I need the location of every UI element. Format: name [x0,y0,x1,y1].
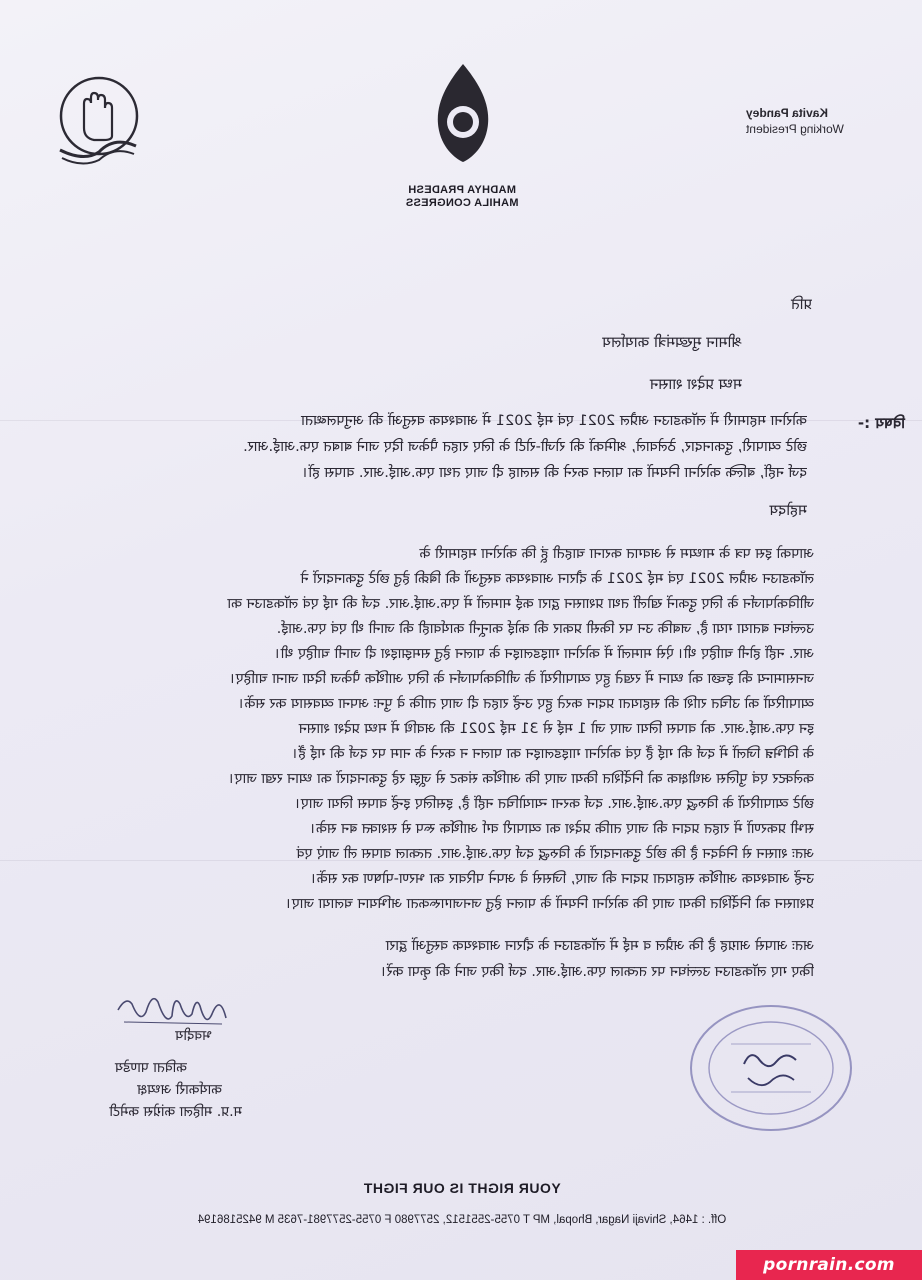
body-line: छोटे व्यापारियों के विरुद्ध एफ.आई.आर. दर्ज करना न्यायोचित नहीं है, इसलिए इन्हें वापस लिया जाए। [295,796,814,812]
handwritten-signature-icon [112,988,232,1032]
sign-label: भवदीय [175,1028,212,1044]
org-line-2: MAHILA CONGRESS [405,197,519,209]
footer-slogan: YOUR RIGHT IS OUR FIGHT [363,1180,561,1196]
to-label: प्रति [791,295,812,313]
org-line-1: MADHYA PRADESH [408,184,516,196]
subject-line: दर्ज नहीं, बल्कि कोरोना नियमों का पालन करने की सलाह दी जाए तथा एफ.आई.आर. वापस हों। [302,465,807,481]
sender-title: Working President [746,122,844,136]
body-line: आर. नहीं होनी चाहिए थी। ऐसे मामलों में कोरोना गाइडलाइन के पालन हेतु समझाइश दी जानी चाहिए थी। [275,646,814,662]
subject-line: कोरोना महामारी में लॉकडाउन अप्रैल 2021 एवं मई 2021 में आवश्यक वस्तुओं की अनुपलब्धता [301,413,807,429]
hand-logo-icon [54,70,144,166]
body-line: के विभिन्न जिलों में दर्ज की गई हैं एवं कोरोना गाइडलाइन का पालन न करने के नाम पर दर्ज की गई हैं। [292,746,814,762]
body-line: आपको इस पत्र के माध्यम से अवगत कराना चाहती हूं कि कोरोना महामारी के [419,546,814,562]
eye-drop-logo-icon [430,62,496,166]
signatory-org: म.प्र. महिला कांग्रेस कमेटी [109,1104,242,1120]
body-line: उल्लंघन बताया गया है, जबकि उन पर किसी प्रकार की कोई कानूनी कार्यवाही की जानी थी एवं एफ.आई. [276,621,814,637]
body-line: जीविकोपार्जन के लिए दुकानें खोलीं तथा प्रशासन द्वारा कई मामलों में एफ.आई.आर. दर्ज की गई एवं लॉकडाउन का [227,596,814,612]
addressee-line-2: मध्य प्रदेश शासन [649,375,742,393]
body-line: कलेक्टर एवं पुलिस अधीक्षक को निर्देशित किया जाए कि आर्थिक संकट से जूझ रहे दुकानदारों का ध्यान रखा जाए। [229,771,814,787]
closing-line: अतः आपसे आग्रह है कि अप्रैल व मई में लॉकडाउन के दौरान आवश्यक वस्तुओं द्वारा [385,938,814,954]
subject-line: छोटे व्यापारी, दुकानदार, ठेलेवाले, श्रमिकों की रोजी-रोटी के लिए राहत पैकेज दिए जाने बाबत एफ.आई.आर. [243,439,807,455]
org-name [382,184,542,210]
signatory-post: कार्यकारी अध्यक्ष [137,1082,222,1098]
salutation: महोदय [769,501,807,519]
subject-label: विषय :- [857,414,905,432]
body-line: उन्हें आवश्यक आर्थिक सहायता प्रदान की जाए, जिससे वे अपने परिवार का भरण-पोषण कर सकें। [311,871,814,887]
sender-block [746,106,906,136]
site-watermark: pornrain.com [736,1250,922,1280]
signatory-name: कविता पाण्डेय [114,1060,187,1076]
addressee-line-1: श्रीमान मुख्यमंत्री कार्यालय [602,333,742,351]
body-line: जनसामान्य की इच्छा को ध्यान में रखते हुए व्यापारियों के जीविकोपार्जन के लिए आर्थिक पैकेज दिया जाना चाहिए। [230,671,814,687]
closing-line: किए गए लॉकडाउन उल्लंघन पर तत्काल एफ.आई.आर. दर्ज किए जाने की कृपा करें। [381,964,814,980]
office-stamp-icon [686,1000,856,1136]
body-line: लॉकडाउन अप्रैल 2021 एवं मई 2021 के दौरान आवश्यक वस्तुओं की बिक्री हेतु छोटे दुकानदारों ने [300,571,814,587]
sender-name: Kavita Pandey [746,106,829,120]
body-line: अतः शासन से निवेदन है कि छोटे दुकानदारों के विरुद्ध दर्ज एफ.आई.आर. तत्काल वापस ली जाएं एवं [296,846,814,862]
body-line: इन एफ.आई.आर. को वापस लिया जाए जो 1 मई से 31 मई 2021 की अवधि में मध्य प्रदेश शासन [298,721,814,737]
body-line: व्यापारियों को उचित राशि की सहायता प्रदान करते हुए उन्हें राहत दी जाए ताकि वे पुनः अपना व्यवसाय कर सकें। [239,696,814,712]
footer-address: Off. : 1464, Shivaji Nagar, Bhopal, MP T 0755-2551512, 2577980 F 0755-2577981-7635 M 9425186194 [197,1214,727,1226]
body-line: प्रशासन को निर्देशित किया जाए कि कोरोना नियमों के पालन हेतु जनजागरूकता अभियान चलाया जाए। [286,896,814,912]
body-line: सभी प्रकरणों में राहत प्रदान की जाए ताकि प्रदेश का व्यापारी वर्ग आर्थिक रूप से सशक्त बन सके। [310,821,814,837]
